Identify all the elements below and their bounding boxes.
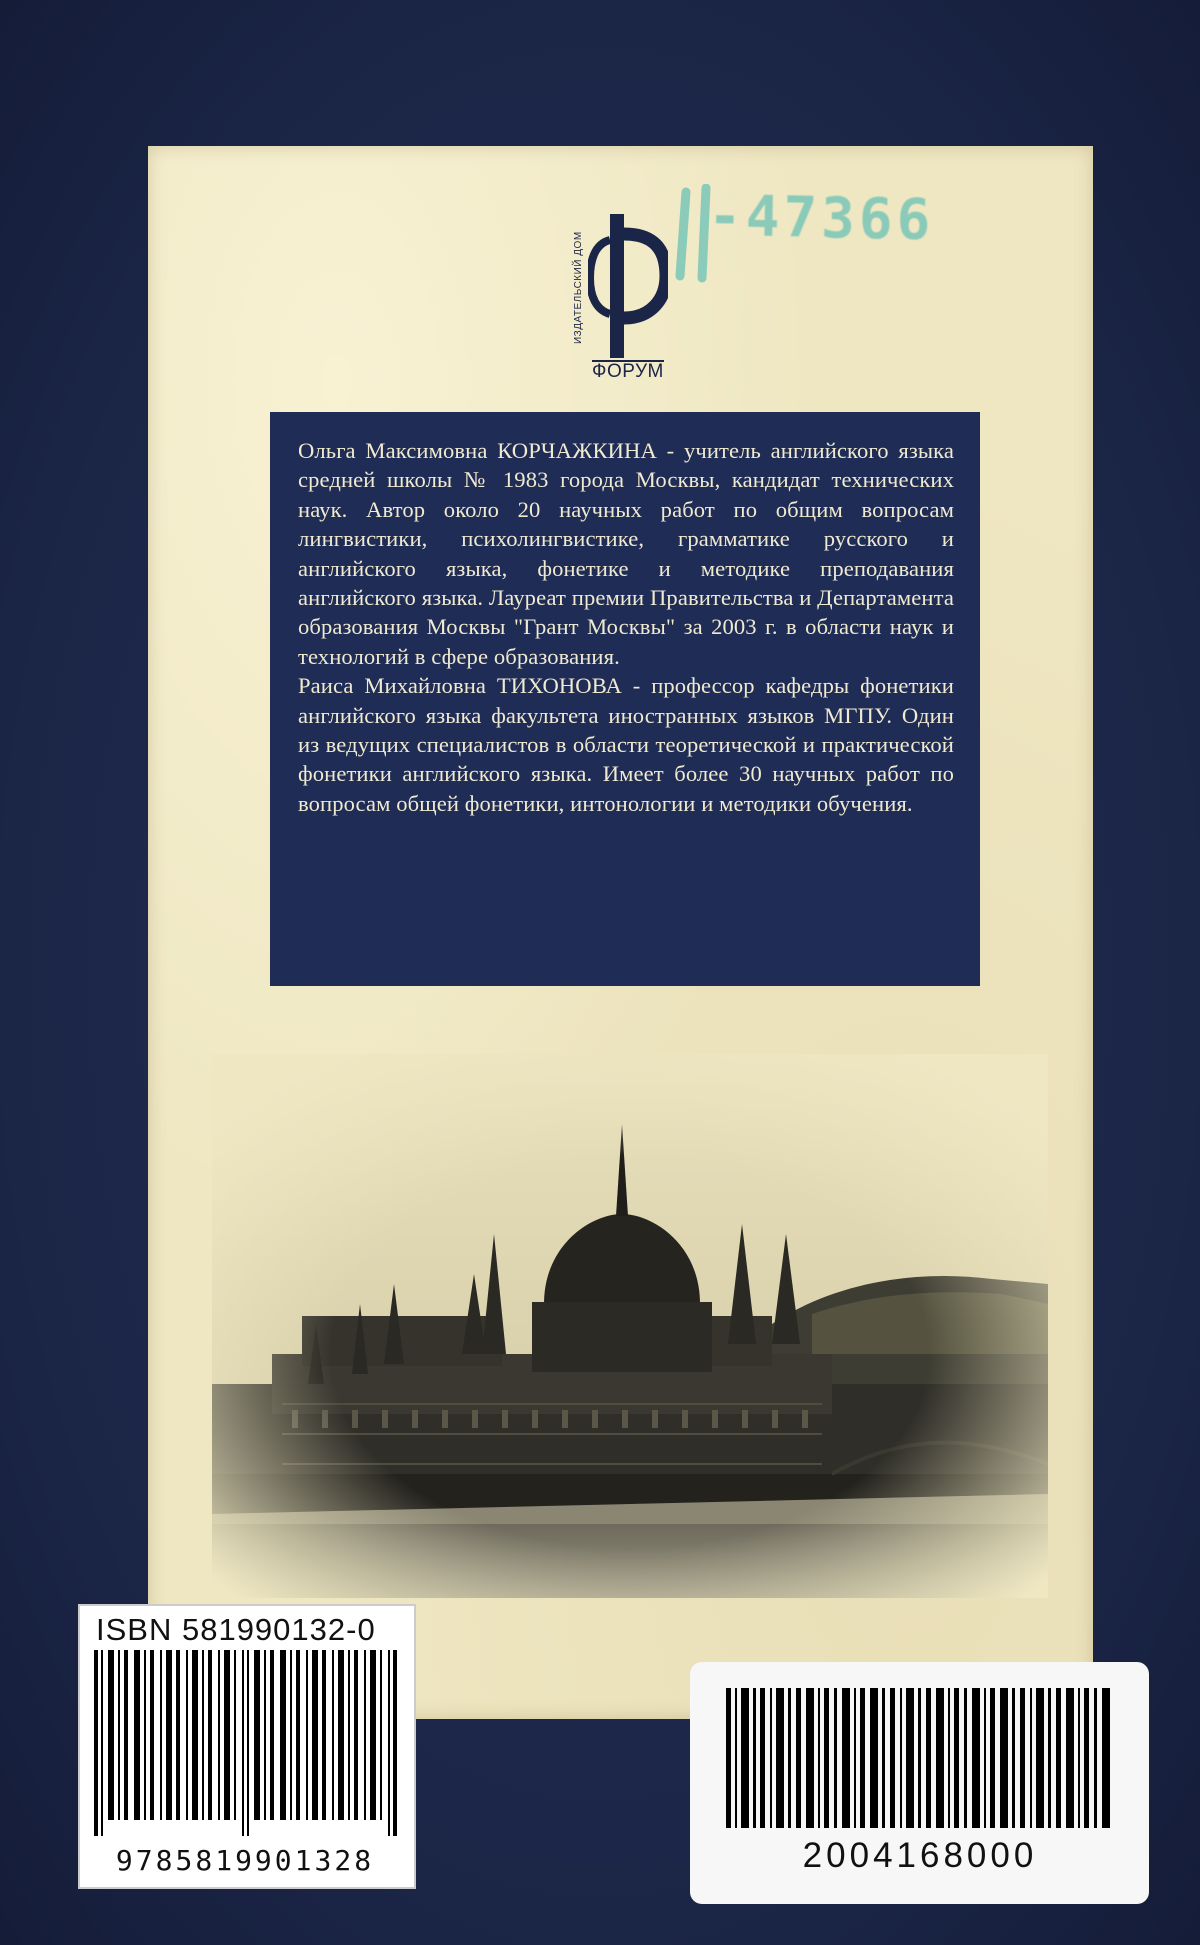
inventory-barcode — [690, 1662, 1149, 1904]
author-bio-box — [270, 412, 980, 986]
isbn-barcode-bars — [92, 1650, 398, 1836]
library-stamp-number: -47366 — [707, 184, 935, 253]
author-bio-tikhonova: Раиса Михайловна ТИХОНОВА - профессор кафедры фонетики английского языка факультета иностранных языков МГПУ. Один из ведущих специалистов в области теоретической и практической фонетики английского языка. Имеет более 30 научных работ по вопросам общей фонетики, интонологии и методики обучения. — [298, 673, 954, 816]
logo-emblem-icon — [588, 214, 668, 358]
logo-publisher-name: ИЗДАТЕЛЬСКИЙ ДОМ — [573, 231, 584, 345]
isbn-label: ISBN 581990132-0 — [96, 1612, 376, 1647]
isbn-digits: 9785819901328 — [115, 1844, 375, 1877]
cream-panel — [148, 146, 1093, 1719]
inventory-digits: 2004168000 — [802, 1836, 1038, 1875]
parliament-photo — [212, 1054, 1048, 1598]
logo-word: ФОРУМ — [592, 361, 664, 382]
isbn-barcode — [78, 1604, 416, 1889]
author-bio-korchazhkina: Ольга Максимовна КОРЧАЖКИНА - учитель английского языка средней школы № 1983 города Москвы, кандидат технических наук. Автор около 20 научных работ по общим вопросам лингвистики, психолингвистике, грамматике русского и английского языка, фонетике и методике преподавания английского языка. Лауреат премии Правительства и Департамента образования Москвы "Грант Москвы" за 2003 г. в области наук и технологий в сфере образования. — [298, 438, 954, 669]
inventory-barcode-bars — [726, 1688, 1114, 1828]
